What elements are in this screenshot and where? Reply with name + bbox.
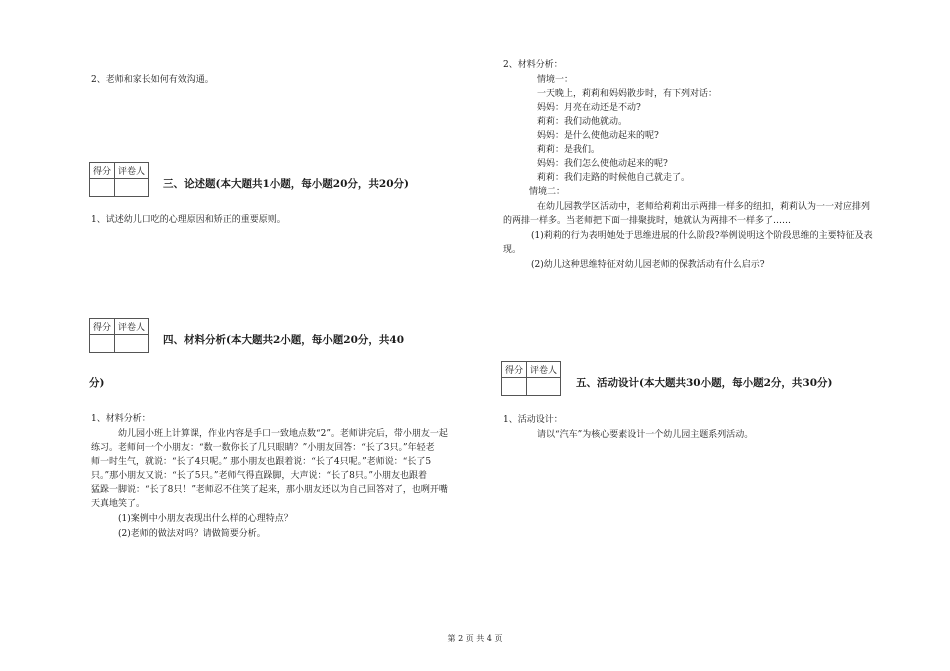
sub-question: (2)幼儿这种思维特征对幼儿园老师的保教活动有什么启示? [531,260,765,270]
dialogue-line: 妈妈：是什么使他动起来的呢? [537,131,659,141]
sub-question-continued: 现。 [503,245,522,255]
page-footer: 第 2 页 共 4 页 [447,634,503,643]
score-label: 得分 [502,362,527,378]
score-box [89,318,149,353]
section-heading-continued: 分) [89,377,105,389]
reviewer-label: 评卷人 [115,319,149,335]
section-heading: 三、论述题(本大题共1小题，每小题20分，共20分) [163,178,409,190]
score-label: 得分 [90,319,115,335]
reviewer-label: 评卷人 [115,163,149,179]
paragraph-line: 练习。老师问一个小朋友：“数一数你长了几只眼睛？”小朋友回答：“长了3只。”年轻老 [91,443,435,453]
dialogue-line: 一天晚上，莉莉和妈妈散步时，有下列对话： [537,89,718,99]
question-text: 1、活动设计： [503,415,563,425]
dialogue-line: 莉莉：是我们。 [537,145,601,155]
dialogue-line: 莉莉：我们走路的时候他自己就走了。 [537,173,691,183]
reviewer-cell [115,179,149,197]
paragraph-line: 在幼儿园教学区活动中，老师给莉莉出示两排一样多的纽扣，莉莉认为一一对应排列 [537,202,871,212]
paragraph-line: 的两排一样多。当老师把下面一排聚拢时，她就认为两排不一样多了…… [503,216,792,226]
question-text: 1、材料分析： [91,414,151,424]
score-box [501,361,561,396]
score-label: 得分 [90,163,115,179]
paragraph-line: 师一时生气，就说：“长了4只呢。” 那小朋友也跟着说：“长了4只呢。”老师说：“长了5 [91,457,432,467]
question-text: 1、试述幼儿口吃的心理原因和矫正的重要原则。 [91,215,286,225]
score-cell [502,378,527,396]
dialogue-line: 妈妈：我们怎么使他动起来的呢? [537,159,668,169]
reviewer-cell [527,378,561,396]
score-box [89,162,149,197]
sub-question: (1)莉莉的行为表明她处于思维进展的什么阶段?举例说明这个阶段思维的主要特征及表 [531,231,873,241]
scene-label: 情境二： [529,187,566,197]
section-heading: 五、活动设计(本大题共30小题，每小题2分，共30分) [576,377,833,389]
scene-label: 情境一： [537,75,574,85]
section-heading: 四、材料分析(本大题共2小题，每小题20分，共40 [163,334,404,346]
question-text: 2、材料分析： [503,60,563,70]
score-cell [90,335,115,353]
paragraph-line: 猛跺一脚说：“长了8只！”老师忍不住笑了起来，那小朋友还以为自己回答对了，也咧开嘴 [91,485,448,495]
score-cell [90,179,115,197]
question-text: 请以“汽车”为核心要素设计一个幼儿园主题系列活动。 [537,430,754,440]
question-text: 2、老师和家长如何有效沟通。 [91,75,214,85]
paragraph-line: 幼儿园小班上计算课，作业内容是手口一致地点数“2”。老师讲完后，带小朋友一起 [118,429,448,439]
sub-question: (1)案例中小朋友表现出什么样的心理特点？ [118,514,293,524]
dialogue-line: 莉莉：我们动他就动。 [537,117,628,127]
paragraph-line: 天真地笑了。 [91,499,146,509]
sub-question: (2)老师的做法对吗？请做简要分析。 [118,529,266,539]
paragraph-line: 只。”那小朋友又说：“长了5只。”老师气得直跺脚，大声说：“长了8只。”小朋友也跟着 [91,471,427,481]
reviewer-label: 评卷人 [527,362,561,378]
reviewer-cell [115,335,149,353]
dialogue-line: 妈妈：月亮在动还是不动? [537,103,641,113]
